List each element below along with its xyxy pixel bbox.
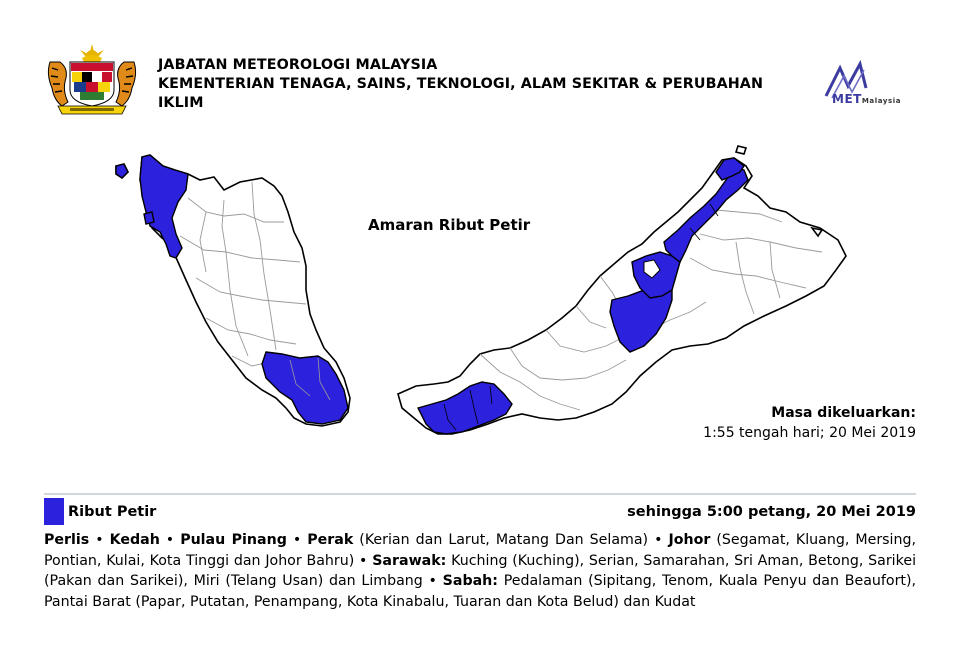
legend-swatch	[44, 498, 64, 525]
area-sabah: Sabah:	[442, 573, 498, 589]
agency-line-3: IKLIM	[158, 95, 204, 111]
issued-time-block	[703, 403, 916, 443]
affected-areas	[44, 530, 916, 612]
met-logo-country: Malaysia	[861, 97, 902, 105]
issued-label: Masa dikeluarkan:	[771, 405, 916, 421]
area-separator: •	[648, 532, 669, 548]
malaysia-coat-of-arms-icon	[44, 44, 140, 116]
area-sarawak-detail: Kuching (Kuching), Serian, Samarahan, Sri Aman, Betong, Sarikei (Pakan dan Sarikei), Miri (Telang Usan) dan Limbang	[44, 552, 917, 589]
area-separator: •	[89, 532, 110, 548]
area-perak-detail: (Kerian dan Larut, Matang Dan Selama)	[353, 532, 649, 548]
met-logo-word: MET	[832, 92, 862, 106]
area-separator: •	[422, 573, 443, 589]
area-sabah-detail: Pedalaman (Sipitang, Tenom, Kuala Penyu dan Beaufort), Pantai Barat (Papar, Putatan, Penampang, Kota Kinabalu, Tuaran dan Kota Belud) dan Kudat	[44, 573, 917, 610]
header	[0, 0, 960, 130]
area-separator: •	[286, 532, 308, 548]
valid-until: sehingga 5:00 petang, 20 Mei 2019	[627, 504, 916, 520]
area-kedah: Kedah	[109, 532, 160, 548]
area-separator: •	[159, 532, 181, 548]
met-logo-text	[832, 92, 901, 106]
area-perak: Perak	[307, 532, 354, 548]
agency-line-1: JABATAN METEOROLOGI MALAYSIA	[158, 57, 438, 73]
area-johor: Johor	[668, 532, 711, 548]
map-title: Amaran Ribut Petir	[368, 216, 531, 234]
divider	[44, 493, 916, 495]
warning-area-pulau-pinang	[144, 212, 154, 224]
area-separator: •	[354, 552, 373, 569]
legend-label: Ribut Petir	[68, 504, 157, 520]
area-perlis: Perlis	[44, 532, 90, 548]
legend-row	[44, 498, 916, 526]
area-pulau-pinang: Pulau Pinang	[180, 532, 287, 548]
issued-time: 1:55 tengah hari; 20 Mei 2019	[703, 425, 916, 441]
area-sarawak: Sarawak:	[372, 552, 447, 569]
warning-area-perlis-island	[116, 164, 128, 178]
agency-line-2: KEMENTERIAN TENAGA, SAINS, TEKNOLOGI, ALAM SEKITAR & PERUBAHAN	[158, 76, 764, 92]
area-johor-detail: (Segamat, Kluang, Mersing, Pontian, Kulai, Kota Tinggi dan Johor Bahru)	[44, 532, 916, 569]
agency-name	[158, 56, 798, 113]
